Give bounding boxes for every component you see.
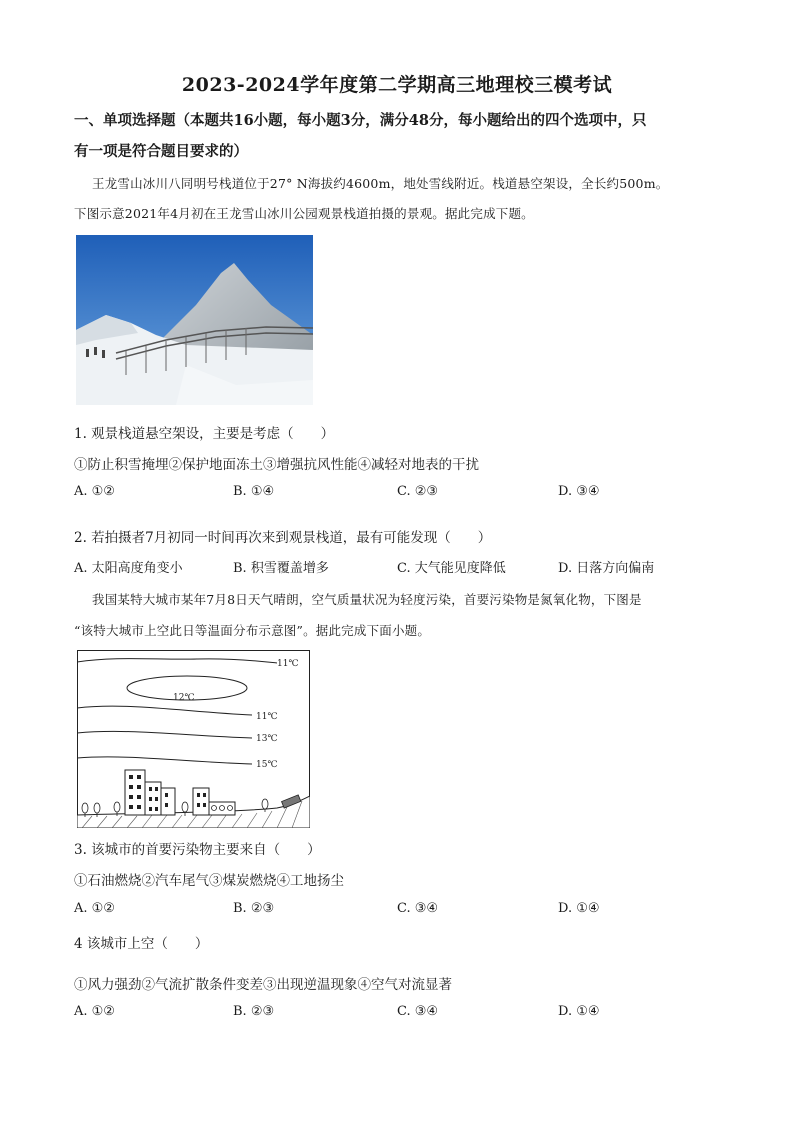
- question-3-items: ①石油燃烧②汽车尾气③煤炭燃烧④工地扬尘: [74, 873, 344, 889]
- q4-option-c[interactable]: C. ③④: [397, 1004, 439, 1019]
- isotherm-label-15: 15℃: [256, 760, 278, 770]
- q2-option-a[interactable]: A. 太阳高度角变小: [74, 561, 183, 576]
- q1-option-c[interactable]: C. ②③: [397, 484, 439, 499]
- section-heading-line1: 一、单项选择题（本题共16小题，每小题3分，满分48分，每小题给出的四个选项中，只: [74, 112, 647, 129]
- tree-4: [182, 802, 188, 812]
- isotherm-label-11: 11℃: [256, 712, 278, 722]
- tree-1: [82, 803, 88, 813]
- q4-option-b[interactable]: B. ②③: [233, 1004, 275, 1019]
- q4-option-a[interactable]: A. ①②: [74, 1004, 115, 1019]
- tree-5: [262, 799, 268, 809]
- passage1-line1: 王龙雪山冰川八同明号栈道位于27° N海拔约4600m，地处雪线附近。栈道悬空架设，全长约500m。: [92, 176, 669, 191]
- q2-option-c[interactable]: C. 大气能见度降低: [397, 561, 506, 576]
- passage2-line1: 我国某特大城市某年7月8日天气晴朗，空气质量状况为轻度污染，首要污染物是氮氧化物，下图是: [92, 592, 642, 607]
- question-2-stem: 2. 若拍摄者7月初同一时间再次来到观景栈道，最有可能发现（ ）: [74, 530, 492, 546]
- isotherm-diagram-svg: [77, 650, 310, 828]
- q3-option-d[interactable]: D. ①④: [558, 901, 600, 916]
- photo-illustration: [76, 235, 313, 405]
- tree-3: [114, 802, 120, 812]
- isotherm-label-13: 13℃: [256, 734, 278, 744]
- building-5: [209, 802, 235, 815]
- q2-option-d[interactable]: D. 日落方向偏南: [558, 561, 655, 576]
- passage1-line2: 下图示意2021年4月初在王龙雪山冰川公园观景栈道拍摄的景观。据此完成下题。: [74, 206, 534, 221]
- building-3: [161, 788, 175, 815]
- question-4-items: ①风力强劲②气流扩散条件变差③出现逆温现象④空气对流显著: [74, 977, 452, 993]
- tree-2: [94, 803, 100, 813]
- isotherm-label-11-top: 11℃: [277, 659, 299, 669]
- q1-option-a[interactable]: A. ①②: [74, 484, 115, 499]
- isotherm-label-12: 12℃: [173, 693, 195, 703]
- isotherm-diagram: [77, 650, 310, 828]
- q1-option-d[interactable]: D. ③④: [558, 484, 600, 499]
- question-3-stem: 3. 该城市的首要污染物主要来自（ ）: [74, 842, 321, 858]
- glacier-boardwalk-photo: [76, 235, 313, 405]
- q3-option-a[interactable]: A. ①②: [74, 901, 115, 916]
- passage2-line2: “该特大城市上空此日等温面分布示意图”。据此完成下面小题。: [74, 623, 431, 638]
- q4-option-d[interactable]: D. ①④: [558, 1004, 600, 1019]
- building-1: [125, 770, 145, 815]
- q3-option-b[interactable]: B. ②③: [233, 901, 275, 916]
- question-1-stem: 1. 观景栈道悬空架设，主要是考虑（ ）: [74, 426, 335, 442]
- q2-option-b[interactable]: B. 积雪覆盖增多: [233, 561, 329, 576]
- q3-option-c[interactable]: C. ③④: [397, 901, 439, 916]
- q1-option-b[interactable]: B. ①④: [233, 484, 275, 499]
- building-2: [145, 782, 161, 815]
- question-4-stem: 4 该城市上空（ ）: [74, 936, 209, 952]
- question-1-items: ①防止积雪掩埋②保护地面冻土③增强抗风性能④减轻对地表的干扰: [74, 457, 479, 473]
- page-title: 2023-2024学年度第二学期高三地理校三模考试: [181, 74, 613, 96]
- building-4: [193, 788, 209, 815]
- section-heading-line2: 有一项是符合题目要求的）: [74, 143, 248, 160]
